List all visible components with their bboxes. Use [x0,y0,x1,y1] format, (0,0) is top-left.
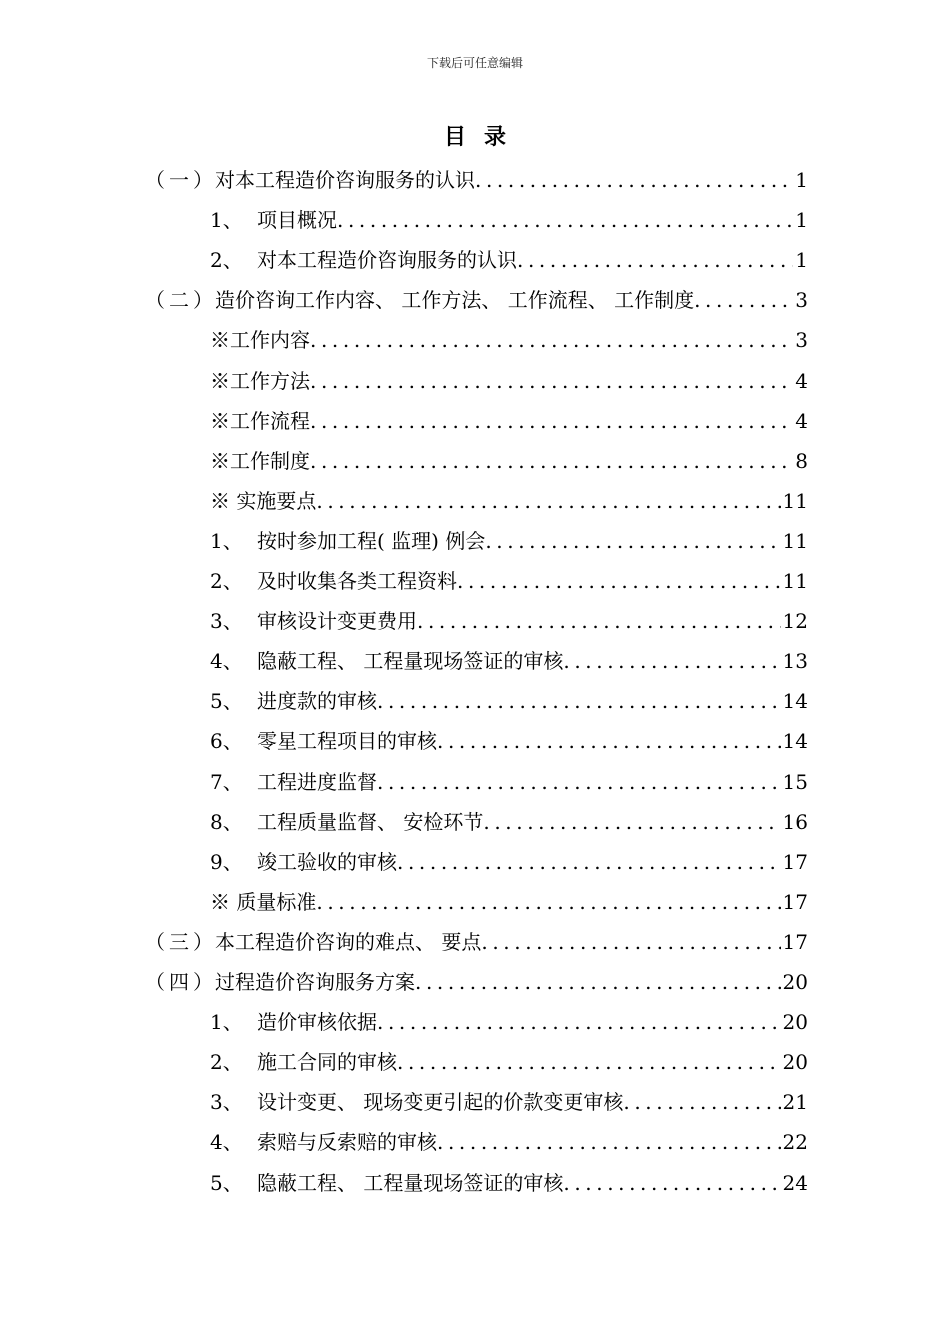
toc-entry-title: 项目概况 [257,208,337,233]
toc-entry-number: （一） [145,168,217,192]
toc-entry-page-number: 14 [782,729,808,754]
toc-dot-leader [310,361,793,401]
toc-dot-leader [377,681,781,721]
toc-entry-number: 2、 [210,569,243,593]
toc-entry-page-number: 21 [782,1090,808,1115]
toc-entry-title: ※工作方法 [210,368,310,393]
toc-entry-title: 设计变更、 现场变更引起的价款变更审核 [257,1090,624,1115]
toc-entry-page-number: 20 [782,1050,808,1075]
toc-dot-leader [457,561,781,601]
toc-entry-page-number: 20 [782,970,808,994]
toc-entry-title: 零星工程项目的审核 [257,729,437,754]
toc-dot-leader [310,441,793,481]
toc-entry-number: 1、 [210,208,243,233]
toc-entry-title: 按时参加工程( 监理) 例会 [257,528,486,553]
toc-entry-number: 8、 [210,809,243,834]
toc-entry[interactable] [210,681,808,721]
toc-entry-page-number: 24 [782,1170,808,1195]
toc-entry-number: 2、 [210,1050,243,1075]
toc-entry-page-number: 17 [782,849,808,874]
toc-entry-number: 3、 [210,609,243,634]
toc-entry-page-number: 17 [782,889,808,914]
toc-entry-number: 7、 [210,769,243,794]
toc-entry-number: （二） [145,288,217,313]
toc-entry[interactable] [210,802,808,842]
toc-dot-leader [337,200,793,240]
toc-entry-title: 对本工程造价咨询服务的认识 [215,168,475,192]
toc-entry-page-number: 15 [782,769,808,794]
toc-entry-page-number: 11 [782,528,808,553]
toc-entry[interactable] [210,601,808,641]
toc-entry[interactable] [210,240,808,280]
toc-entry[interactable] [210,762,808,802]
toc-dot-leader [437,1122,781,1162]
toc-entry-number: 4、 [210,1130,243,1155]
toc-entry-title: 隐蔽工程、 工程量现场签证的审核 [257,649,564,674]
toc-dot-leader [316,481,780,521]
toc-entry-title: 索赔与反索赔的审核 [257,1130,437,1155]
toc-entry-page-number: 14 [782,689,808,714]
toc-entry-number: 3、 [210,1090,243,1115]
toc-entry-page-number: 17 [782,929,808,954]
toc-entry-page-number: 4 [795,408,808,433]
toc-entry-number: 2、 [210,248,243,273]
toc-dot-leader [310,320,793,360]
toc-entry-number: 5、 [210,689,243,714]
toc-entry-title: 进度款的审核 [257,689,377,714]
toc-entry[interactable] [210,842,808,882]
toc-entry[interactable] [210,320,808,360]
toc-dot-leader [694,280,793,320]
toc-entry[interactable] [145,922,808,962]
toc-dot-leader [377,762,781,802]
toc-dot-leader [397,1042,781,1082]
toc-entry-page-number: 12 [782,609,808,634]
toc-entry[interactable] [210,200,808,240]
toc-entry-page-number: 11 [782,488,808,513]
toc-dot-leader [415,962,781,1002]
toc-entry-title: ※ 质量标准 [210,889,317,914]
toc-entry[interactable] [210,882,808,922]
toc-entry-page-number: 3 [795,328,808,353]
toc-title: 目录 [443,124,524,150]
toc-entry[interactable] [210,1082,808,1122]
toc-entry[interactable] [210,521,808,561]
toc-entry-title: 对本工程造价咨询服务的认识 [257,248,517,273]
toc-entry-title: ※工作流程 [210,408,310,433]
toc-entry-page-number: 4 [795,368,808,393]
toc-entry[interactable] [210,481,808,521]
toc-entry-number: 4、 [210,649,243,674]
toc-entry-title: 本工程造价咨询的难点、 要点 [215,929,482,954]
toc-dot-leader [437,721,781,761]
toc-dot-leader [623,1082,780,1122]
toc-entry-title: 造价咨询工作内容、 工作方法、 工作流程、 工作制度 [215,288,695,313]
toc-entry-number: 1、 [210,1010,243,1035]
toc-entry-page-number: 3 [795,288,808,313]
toc-entry-page-number: 22 [782,1130,808,1155]
toc-entry-title: ※工作内容 [210,328,310,353]
toc-entry[interactable] [210,1122,808,1162]
toc-entry[interactable] [210,441,808,481]
toc-entry-number: （三） [145,929,217,954]
toc-entry-page-number: 1 [795,248,808,273]
toc-dot-leader [377,1002,781,1042]
toc-dot-leader [475,160,793,200]
toc-entry-title: 造价审核依据 [257,1010,377,1035]
toc-entry-number: 1、 [210,528,243,553]
toc-entry[interactable] [210,361,808,401]
toc-entry-title: ※工作制度 [210,448,310,473]
toc-entry-number: （四） [145,970,217,994]
toc-entry-page-number: 1 [795,208,808,233]
toc-entry[interactable] [210,561,808,601]
toc-entry-page-number: 8 [795,448,808,473]
toc-entry-title: 及时收集各类工程资料 [257,569,457,593]
toc-entry-number: 5、 [210,1170,243,1195]
toc-entry[interactable] [210,1163,808,1203]
toc-dot-leader [481,922,780,962]
toc-entry-page-number: 13 [782,649,808,674]
toc-entry-title: 工程质量监督、 安检环节 [257,809,484,834]
toc-entry-title: 工程进度监督 [257,769,377,794]
toc-entry[interactable] [210,641,808,681]
toc-entry-title: ※ 实施要点 [210,488,317,513]
toc-entry-title: 施工合同的审核 [257,1050,397,1075]
toc-dot-leader [563,641,780,681]
toc-entry-page-number: 16 [782,809,808,834]
toc-entry[interactable] [210,1002,808,1042]
toc-dot-leader [310,401,793,441]
toc-dot-leader [417,601,781,641]
toc-entry-page-number: 1 [795,168,808,192]
toc-entry-number: 9、 [210,849,243,874]
toc-entry-title: 审核设计变更费用 [257,609,417,634]
toc-entry-page-number: 20 [782,1010,808,1035]
toc-dot-leader [563,1163,780,1203]
toc-dot-leader [485,521,780,561]
toc-dot-leader [397,842,781,882]
toc-entry-title: 隐蔽工程、 工程量现场签证的审核 [257,1170,564,1195]
toc-dot-leader [517,240,793,280]
page-header: 下载后可任意编辑 [426,56,523,70]
toc-entry-page-number: 11 [782,569,808,593]
toc-entry[interactable] [210,721,808,761]
toc-entry[interactable] [145,280,808,320]
toc-dot-leader [483,802,780,842]
toc-entry-number: 6、 [210,729,243,754]
toc-entry[interactable] [145,962,808,1002]
toc-dot-leader [316,882,780,922]
toc-entry[interactable] [210,1042,808,1082]
toc-entry-title: 过程造价咨询服务方案 [215,970,415,994]
toc-entry[interactable] [145,160,808,200]
toc-entry-title: 竣工验收的审核 [257,849,397,874]
toc-entry[interactable] [210,401,808,441]
